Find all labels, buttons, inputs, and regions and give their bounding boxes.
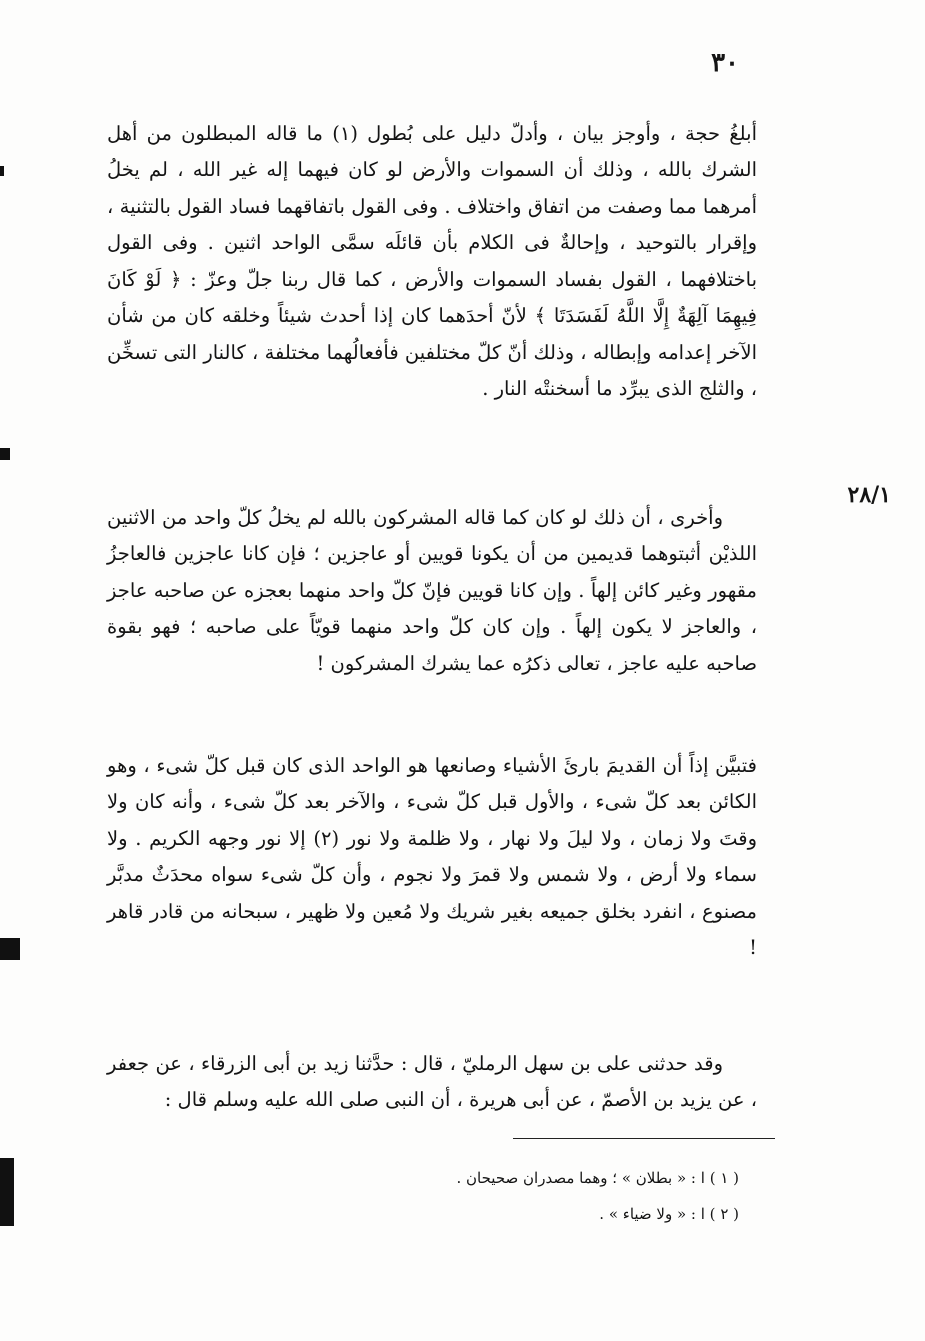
paragraph-2: وأخرى ، أن ذلك لو كان كما قاله المشركون بالله لم يخلُ كلّ واحد من الاثنين اللذيْن أثبتوهما قديمين من أن يكونا قويين أو عاجزين ؛ فإن كانا عاجزين فالعاجزُ مقهور وغير كائن إلهاً . وإن كانا قويين فإنّ كلّ واحد منهما بعجزه عن صاحبه عاجز ، والعاجز لا يكون إلهاً . وإن كان كلّ واحد منهما قويّاً على صاحبه ؛ فهو بقوة صاحبه عليه عاجز ، تعالى ذكرُه عما يشرك المشركون ! <box>107 505 757 675</box>
scan-edge-mark <box>0 166 4 176</box>
paragraph-4: وقد حدثنى على بن سهل الرمليّ ، قال : حدَّثنا زيد بن أبى الزرقاء ، عن جعفر ، عن يزيد بن الأصمّ ، عن أبى هريرة ، أن النبى صلى الله عليه وسلم قال : <box>107 1051 757 1111</box>
scan-edge-mark <box>0 448 10 460</box>
page-number: ٣٠ <box>711 48 739 78</box>
footnote-2: ( ٢ ) ا : « ولا ضياء » . <box>599 1205 739 1223</box>
footnote-1: ( ١ ) ا : « بطلان » ؛ وهما مصدران صحيحان . <box>456 1169 739 1187</box>
footnote-divider <box>513 1138 775 1139</box>
paragraph-1: أبلغُ حجة ، وأوجز بيان ، وأدلّ دليل على بُطول (١) ما قاله المبطلون من أهل الشرك بالله ، وذلك أن السموات والأرض لو كان فيهما إله غير الله ، لم يخلُ أمرهما مما وصفت من اتفاق واختلاف . وفى القول باتفاقهما فساد القول بالتثنية ، وإقرار بالتوحيد ، وإحالةٌ فى الكلام بأن قائلَه سمَّى الواحد اثنين . وفى القول باختلافهما ، القول بفساد السموات والأرض ، كما قال ربنا جلّ وعزّ : ﴿ لَوْ كَانَ فِيهِمَا آلِهَةٌ إِلَّا اللَّهُ لَفَسَدَتَا ﴾ لأنّ أحدَهما كان إذا أحدث شيئاً وخلقه كان من شأن الآخر إعدامه وإبطاله ، وذلك أنّ كلّ مختلفين فأفعالُهما مختلفة ، كالنار التى تسخِّن ، والثلج الذى يبرِّد ما أسخنتْه النار . <box>107 121 757 400</box>
scan-edge-mark <box>0 938 20 960</box>
paragraph-3: فتبيَّن إذاً أن القديمَ بارئَ الأشياء وصانعها هو الواحد الذى كان قبل كلّ شىء ، وهو الكائن بعد كلّ شىء ، والأول قبل كلّ شىء ، والآخر بعد كلّ شىء ، وأنه كان ولا وقتَ ولا زمان ، ولا ليلَ ولا نهار ، ولا ظلمة ولا نور (٢) إلا نور وجهه الكريم . ولا سماء ولا أرض ، ولا شمس ولا قمرَ ولا نجوم ، وأن كلّ شىء سواه محدَثٌ مدبَّر مصنوع ، انفرد بخلق جميعه بغير شريك ولا مُعين ولا ظهير ، سبحانه من قادر قاهر ! <box>107 753 757 959</box>
scan-edge-mark <box>0 1158 14 1226</box>
footnotes <box>299 1160 739 1232</box>
margin-reference: ٢٨/١ <box>847 482 891 508</box>
